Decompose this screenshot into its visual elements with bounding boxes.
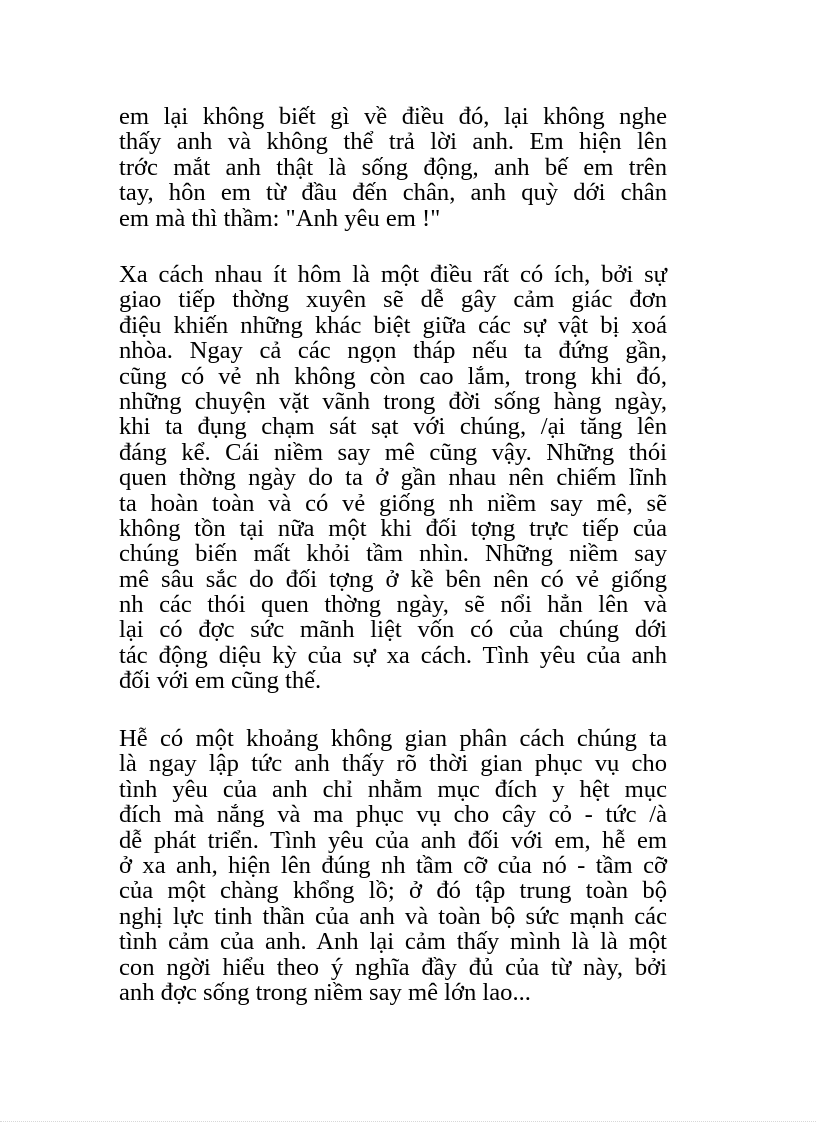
text-line: quen thờng ngày do ta ở gần nhau nên chiếm lĩnh bbox=[119, 464, 667, 492]
paragraph-2 bbox=[119, 262, 667, 694]
text-line: điệu khiến những khác biệt giữa các sự vật bị xoá bbox=[119, 311, 667, 339]
text-line: em mà thì thầm: "Anh yêu em !" bbox=[119, 204, 441, 232]
text-line: đích mà nắng và ma phục vụ cho cây cỏ - tức /à bbox=[119, 801, 667, 829]
text-line: cũng có vẻ nh không còn cao lắm, trong khi đó, bbox=[119, 362, 667, 390]
text-line: lại có đợc sức mãnh liệt vốn có của chúng dới bbox=[119, 616, 667, 644]
text-line: nhòa. Ngay cả các ngọn tháp nếu ta đứng gần, bbox=[119, 337, 667, 365]
text-line: anh đợc sống trong niềm say mê lớn lao... bbox=[119, 978, 531, 1006]
paragraph-3 bbox=[119, 726, 667, 1005]
text-line: Xa cách nhau ít hôm là một điều rất có ích, bởi sự bbox=[119, 261, 667, 288]
text-line: tác động diệu kỳ của sự xa cách. Tình yêu của anh bbox=[119, 641, 667, 669]
text-line: nh các thói quen thờng ngày, sẽ nổi hẳn lên và bbox=[119, 591, 667, 619]
text-line: đối với em cũng thế. bbox=[119, 667, 322, 695]
text-line: đáng kể. Cái niềm say mê cũng vậy. Những thói bbox=[119, 438, 667, 466]
text-line: nghị lực tinh thần của anh và toàn bộ sức mạnh các bbox=[119, 902, 667, 930]
text-line: của một chàng khổng lồ; ở đó tập trung toàn bộ bbox=[119, 877, 667, 905]
text-line: tay, hôn em từ đầu đến chân, anh quỳ dới chân bbox=[119, 179, 667, 207]
text-line: chúng biến mất khỏi tầm nhìn. Những niềm say bbox=[119, 540, 667, 568]
text-line: trớc mắt anh thật là sống động, anh bế em trên bbox=[119, 153, 667, 181]
text-line: ở xa anh, hiện lên đúng nh tầm cỡ của nó - tầm cỡ bbox=[119, 851, 667, 879]
text-line: giao tiếp thờng xuyên sẽ dễ gây cảm giác đơn bbox=[119, 286, 667, 314]
text-line: tình cảm của anh. Anh lại cảm thấy mình là là một bbox=[119, 928, 667, 956]
text-line: mê sâu sắc do đối tợng ở kề bên nên có vẻ giống bbox=[119, 565, 667, 593]
paragraph-1 bbox=[119, 104, 667, 231]
text-line: tình yêu của anh chỉ nhằm mục đích y hệt mục bbox=[119, 775, 667, 803]
text-line: dễ phát triển. Tình yêu của anh đối với em, hễ em bbox=[119, 826, 667, 854]
text-line: là ngay lập tức anh thấy rõ thời gian phục vụ cho bbox=[119, 750, 667, 778]
text-line: ta hoàn toàn và có vẻ giống nh niềm say mê, sẽ bbox=[119, 489, 667, 517]
text-line: thấy anh và không thể trả lời anh. Em hiện lên bbox=[119, 128, 667, 156]
text-line: không tồn tại nữa một khi đối tợng trực tiếp của bbox=[119, 514, 667, 542]
text-line: con ngời hiểu theo ý nghĩa đầy đủ của từ này, bởi bbox=[119, 953, 667, 981]
text-line: khi ta đụng chạm sát sạt với chúng, /ại tăng lên bbox=[119, 413, 667, 441]
text-line: Hễ có một khoảng không gian phân cách chúng ta bbox=[119, 725, 667, 752]
text-line: em lại không biết gì về điều đó, lại không nghe bbox=[119, 103, 667, 130]
text-line: những chuyện vặt vãnh trong đời sống hàng ngày, bbox=[119, 387, 667, 415]
